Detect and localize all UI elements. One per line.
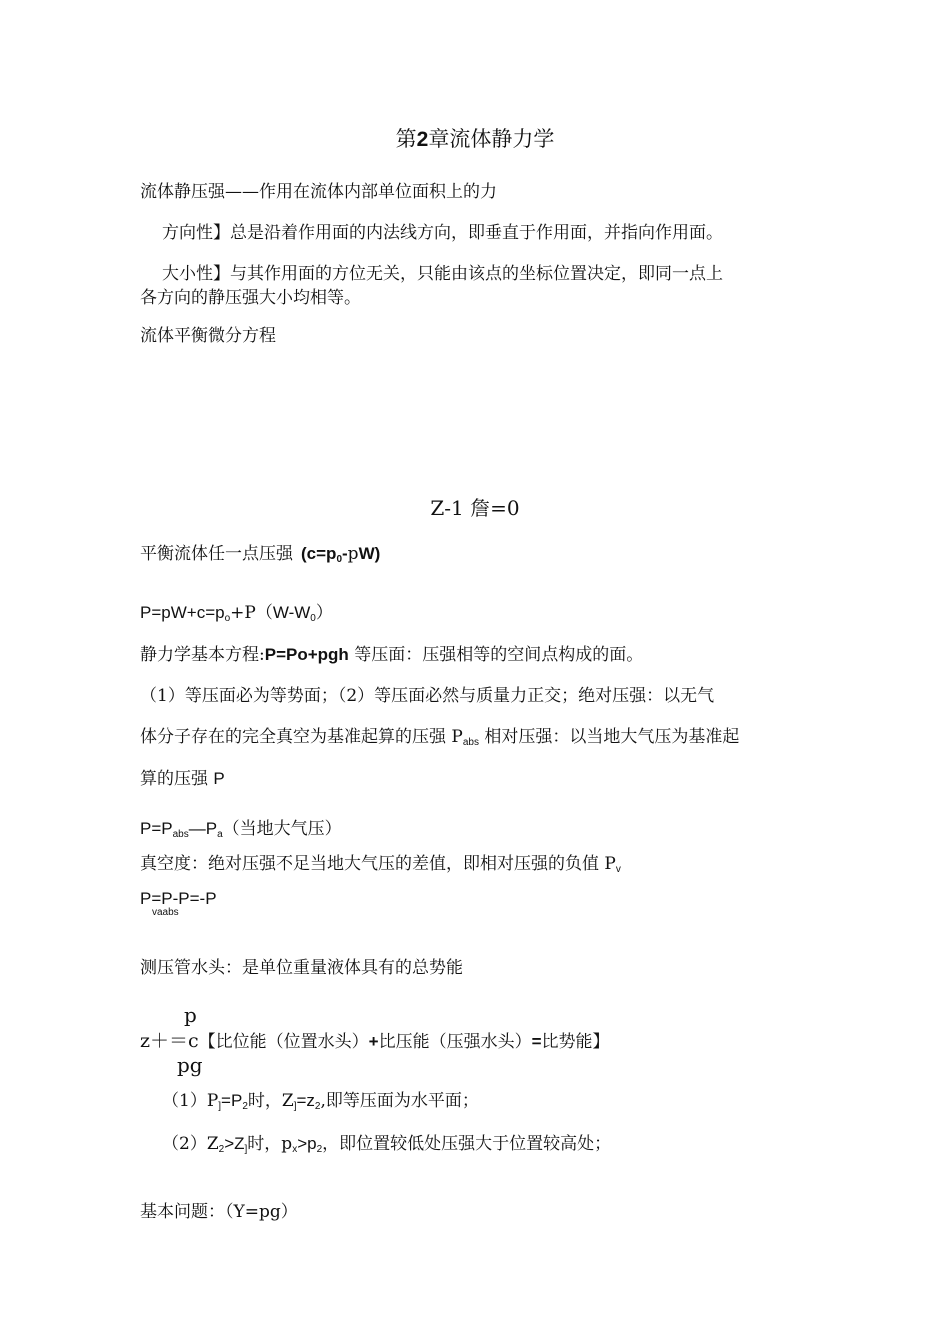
case-2: $(2)Z_2>Z_]$时，$p_x>p_2$，即位置较低处压强大于位置较高处； (162, 1134, 612, 1155)
any-point-pressure: 平衡流体任一点压强 $(c=p_0-pW)$ (140, 544, 381, 565)
basic-problems: 基本问题：（Y=pg） (140, 1202, 298, 1222)
directionality-text: 方向性】总是沿着作用面的内法线方向，即垂直于作用面，并指向作用面。 (162, 223, 723, 243)
page-title: 第2章流体静力学 (395, 127, 555, 151)
vacuum-formula-subscripts: vaabs (152, 907, 179, 918)
absolute-pressure-line: 体分子存在的完全真空为基准起算的压强 $P_{abs}$ 相对压强：以当地大气压为基准起 (140, 727, 740, 748)
equilibrium-equation: Z-1 詹=0 (430, 496, 520, 520)
definition-static-pressure: 流体静压强——作用在流体内部单位面积上的力 (140, 182, 497, 202)
fraction-denominator: pg (177, 1053, 203, 1077)
vacuum-definition: 真空度：绝对压强不足当地大气压的差值，即相对压强的负值 $P_v$ (140, 854, 621, 875)
equipotential-conditions: （1）等压面必为等势面；（2）等压面必然与质量力正交；绝对压强：以无气 (140, 686, 715, 706)
fraction-numerator: p (184, 1003, 197, 1027)
magnitude-text-line-1: 大小性】与其作用面的方位无关，只能由该点的坐标位置决定，即同一点上 (162, 264, 723, 284)
piezometric-head: 测压管水头：是单位重量液体具有的总势能 (140, 958, 463, 978)
vacuum-formula: P=P-P=-P (140, 889, 217, 908)
magnitude-text-line-2: 各方向的静压强大小均相等。 (140, 288, 361, 308)
pressure-equation: $P=pW+c=p_o+P(W-W_0)$ (140, 603, 333, 624)
case-1: $(1)P_]=P_2$时，$Z_]=z_2$,即等压面为水平面； (162, 1091, 479, 1112)
piezometric-head-formula: z＋＝c【比位能（位置水头）+比压能（压强水头）=比势能】 (140, 1030, 610, 1052)
basic-equation: 静力学基本方程:P=Po+pgh 等压面：压强相等的空间点构成的面。 (140, 645, 644, 665)
relative-pressure-formula: $P=P_{abs}—P_a$（当地大气压） (140, 819, 342, 840)
differential-equation-heading: 流体平衡微分方程 (140, 326, 276, 346)
relative-pressure-line: 算的压强 P (140, 769, 225, 789)
